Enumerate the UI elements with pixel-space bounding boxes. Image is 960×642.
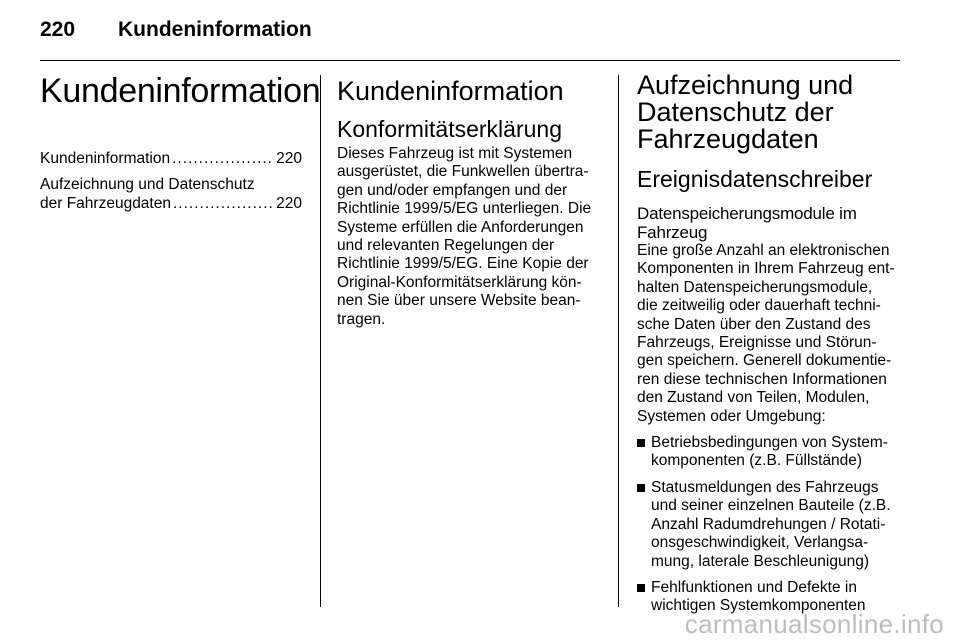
text-line: tragen. <box>337 310 386 328</box>
event-recorder-heading: Ereignisdatenschreiber <box>637 166 873 192</box>
text-line: komponenten (z.B. Füllstände) <box>651 452 863 470</box>
toc-heading: Kundeninformation <box>40 72 321 110</box>
storage-modules-paragraph <box>637 242 907 426</box>
text-line: Fehlfunktionen und Defekte in <box>651 578 857 596</box>
toc-leader-dots <box>172 150 274 168</box>
conformity-paragraph <box>337 145 600 329</box>
toc-entry[interactable] <box>40 150 302 168</box>
table-of-contents <box>40 150 302 213</box>
text-line: Systeme erfüllen die Anforderungen <box>337 218 584 236</box>
running-title: Kundeninformation <box>118 18 312 41</box>
toc-line <box>40 195 302 213</box>
text-line: Anzahl Radumdrehungen / Rotati- <box>651 515 886 533</box>
text-line: die zeitweilig oder dauerhaft techni- <box>637 297 881 315</box>
square-bullet-icon <box>637 484 645 492</box>
text-line: Richtlinie 1999/5/EG unterliegen. Die <box>337 200 592 218</box>
section-heading: Kundeninformation <box>337 76 564 106</box>
text-line: Original-Konformitätserklärung kön- <box>337 273 582 291</box>
toc-entry[interactable] <box>40 176 302 213</box>
text-line: und seiner einzelnen Bauteile (z.B. <box>651 497 891 515</box>
text-line: gen und/oder empfangen und der <box>337 181 568 199</box>
text-line: mung, laterale Beschleunigung) <box>651 552 869 570</box>
storage-modules-heading <box>637 204 907 242</box>
text-line: Eine große Anzahl an elektronischen <box>637 242 890 259</box>
conformity-heading: Konformitätserklärung <box>337 116 562 142</box>
list-item <box>637 479 907 571</box>
text-line: Dieses Fahrzeug ist mit Systemen <box>337 145 573 162</box>
toc-line <box>40 150 302 168</box>
toc-entry-page: 220 <box>276 194 302 212</box>
heading-line: Datenspeicherungsmodule im <box>637 204 857 223</box>
text-line: wichtigen Systemkomponenten <box>651 597 866 615</box>
text-line: Fahrzeugs, Ereignisse und Störun- <box>637 334 877 352</box>
header-rule <box>40 60 900 61</box>
heading-line: Aufzeichnung und <box>637 70 854 100</box>
square-bullet-icon <box>637 439 645 447</box>
heading-line: Datenschutz der <box>637 97 834 127</box>
data-privacy-column <box>637 72 907 624</box>
text-line: nen Sie über unsere Website bean- <box>337 292 581 310</box>
text-line: halten Datenspeicherungsmodule, <box>637 278 873 296</box>
toc-entry-title-line-1: Aufzeichnung und Datenschutz <box>40 176 255 194</box>
column-divider-2 <box>618 75 619 607</box>
text-line: gen speichern. Generell dokumentie- <box>637 352 892 370</box>
text-line: ausgerüstet, die Funkwellen übertra- <box>337 163 589 181</box>
toc-leader-dots <box>173 195 274 213</box>
toc-entry-page: 220 <box>276 150 302 167</box>
text-line: sche Daten über den Zustand des <box>637 315 871 333</box>
square-bullet-icon <box>637 584 645 592</box>
customer-info-column <box>337 72 600 329</box>
text-line: Richtlinie 1999/5/EG. Eine Kopie der <box>337 255 589 273</box>
text-line: ren diese technischen Informationen <box>637 370 887 388</box>
heading-line: Fahrzeugdaten <box>637 124 819 154</box>
toc-entry-title: Kundeninformation <box>40 150 171 167</box>
toc-entry-title-line-2: der Fahrzeugdaten <box>40 194 171 212</box>
text-line: Betriebsbedingungen von System- <box>651 434 888 452</box>
text-line: den Zustand von Teilen, Modulen, <box>637 389 870 407</box>
text-line: onsgeschwindigkeit, Verlangsa- <box>651 534 869 552</box>
text-line: Systemen oder Umgebung: <box>637 407 826 425</box>
toc-column <box>40 72 321 221</box>
watermark: carmanualsonline.info <box>684 609 944 639</box>
list-item <box>637 434 907 471</box>
heading-line: Fahrzeug <box>637 223 708 242</box>
text-line: Statusmeldungen des Fahrzeugs <box>651 478 879 496</box>
text-line: und relevanten Regelungen der <box>337 237 555 255</box>
column-divider-1 <box>320 75 321 607</box>
data-privacy-heading <box>637 72 907 153</box>
bullet-list <box>637 434 907 616</box>
page-number: 220 <box>40 18 76 41</box>
text-line: Komponenten in Ihrem Fahrzeug ent- <box>637 260 895 278</box>
